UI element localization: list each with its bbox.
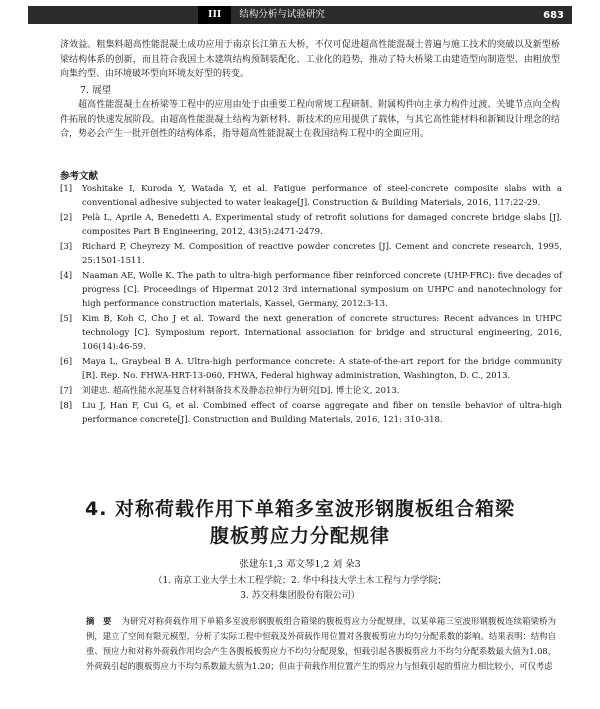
reference-number: [4]	[60, 271, 73, 281]
article-title	[0, 496, 600, 550]
affiliation-line-2: 3. 苏交科集团股份有限公司）	[240, 591, 360, 601]
reference-item	[60, 355, 562, 383]
affiliations	[0, 574, 600, 604]
reference-number: [5]	[60, 314, 73, 324]
reference-text: Kim B, Koh C, Cho J et al. Toward the next generation of concrete structures: Recent advances in UHPC technology [C]. Symposium report. International association for bridge and structural engineering, 2016, 106(14):46-59.	[82, 314, 562, 352]
reference-number: [6]	[60, 357, 73, 367]
reference-number: [2]	[60, 213, 73, 223]
reference-item	[60, 211, 562, 239]
abstract-text: 为研究对称荷载作用下单箱多室波形钢腹板组合箱梁的腹板剪应力分配规律，以某单箱三室波形钢腹板连续箱梁桥为例，建立了空间有限元模型，分析了实际工程中恒载及外荷载作用位置对各腹板剪应力均匀分配系数的影响。结果表明：结构自重、预应力和对称外荷载作用均会产生各腹板板剪应力不均匀分配现象，恒载引起各腹板剪应力不均匀分配系数最大值为1.08，外荷载引起的腹板剪应力不均匀系数最大值为1.20；但由于荷载作用位置产生的剪应力与恒载引起的剪应力相比较小，可仅考虑	[86, 616, 556, 671]
reference-text: Yoshitake I, Kuroda Y, Watada Y, et al. Fatigue performance of steel-concrete composite slabs with a conventional adhesive subjected to water leakage[J]. Construction & Building Materials, 2016, 117:22-29.	[82, 184, 562, 208]
reference-number: [7]	[60, 386, 73, 396]
affiliation-line-1: （1. 南京工业大学土木工程学院；2. 华中科技大学土木工程与力学学院；	[153, 576, 447, 586]
section-heading: 7. 展望	[80, 85, 112, 96]
reference-item	[60, 240, 562, 268]
intro-paragraph: 济效益。粗集料超高性能混凝土成功应用于南京长江第五大桥，不仅可促进超高性能混凝土普遍与施工技术的突破以及新型桥梁结构体系的创新，而且符合我国土木建筑结构预制装配化、工业化的趋势，推动了特大桥梁工由建造型向制造型、由粗放型向集约型、由环境破坏型向环境友好型的转变。	[60, 40, 560, 79]
page-number: 683	[543, 9, 564, 21]
reference-number: [8]	[60, 401, 73, 411]
section-title: 结构分析与试验研究	[239, 9, 325, 20]
section-tag: III	[198, 6, 231, 24]
author-line: 张建东1,3 邓文琴1,2 刘 朵3	[239, 559, 361, 570]
reference-number: [1]	[60, 184, 73, 194]
reference-text: Liu J, Han F, Cui G, et al. Combined effect of coarse aggregate and fiber on tensile behavior of ultra-high performance concrete[J]. Construction and Building Materials, 2016, 121: 310-318.	[82, 401, 562, 425]
reference-item	[60, 312, 562, 354]
reference-text: Pelà L, Aprile A, Benedetti A. Experimental study of retrofit solutions for damaged concrete bridge slabs [J]. composites Part B Engineering, 2012, 43(5):2471-2479.	[82, 213, 562, 237]
reference-text: Richard P, Cheyrezy M. Composition of reactive powder concretes [J]. Cement and concrete research, 1995, 25:1501-1511.	[82, 242, 562, 266]
abstract	[86, 614, 556, 674]
reference-number: [3]	[60, 242, 73, 252]
reference-item	[60, 182, 562, 210]
article-title-line-1: 4. 对称荷载作用下单箱多室波形钢腹板组合箱梁	[84, 498, 516, 520]
abstract-label: 摘 要	[86, 616, 112, 626]
running-header	[28, 6, 572, 24]
section-label	[28, 6, 325, 24]
outlook-paragraph: 超高性能混凝土在桥梁等工程中的应用由处于由重要工程向常规工程研制、附属构件向主承力构件过渡、关键节点向全构件拓展的快速发展阶段。由超高性能混凝土结构为新材料、新技术的应用提供了载体，与其它高性能材料和新颖设计理念的结合，势必会产生一批开创性的结构体系，指导超高性能混凝土在我国结构工程中的全面应用。	[60, 100, 560, 139]
reference-text: Naaman AE, Wolle K. The path to ultra-high performance fiber reinforced concrete (UHP-FRC): five decades of progress [C]. Proceedings of Hipermat 2012 3rd international symposium on UHPC and nanotechnology for high performance construction materials, Kassel, Germany, 2012:3-13.	[82, 271, 562, 309]
reference-list	[60, 182, 562, 428]
reference-item	[60, 399, 562, 427]
reference-text: Maya L, Graybeal B A. Ultra-high performance concrete: A state-of-the-art report for the bridge community [R]. Rep. No. FHWA-HRT-13-060, FHWA, Federal highway administration, Washington, D. C., 2013.	[82, 357, 562, 381]
reference-item	[60, 269, 562, 311]
reference-text: 刘建忠. 超高性能水泥基复合材料制备技术及静态拉伸行为研究[D]. 博士论文, 2013.	[82, 386, 400, 396]
references-title: 参考文献	[60, 171, 99, 182]
reference-item	[60, 384, 562, 398]
article-title-line-2: 腹板剪应力分配规律	[209, 525, 390, 547]
